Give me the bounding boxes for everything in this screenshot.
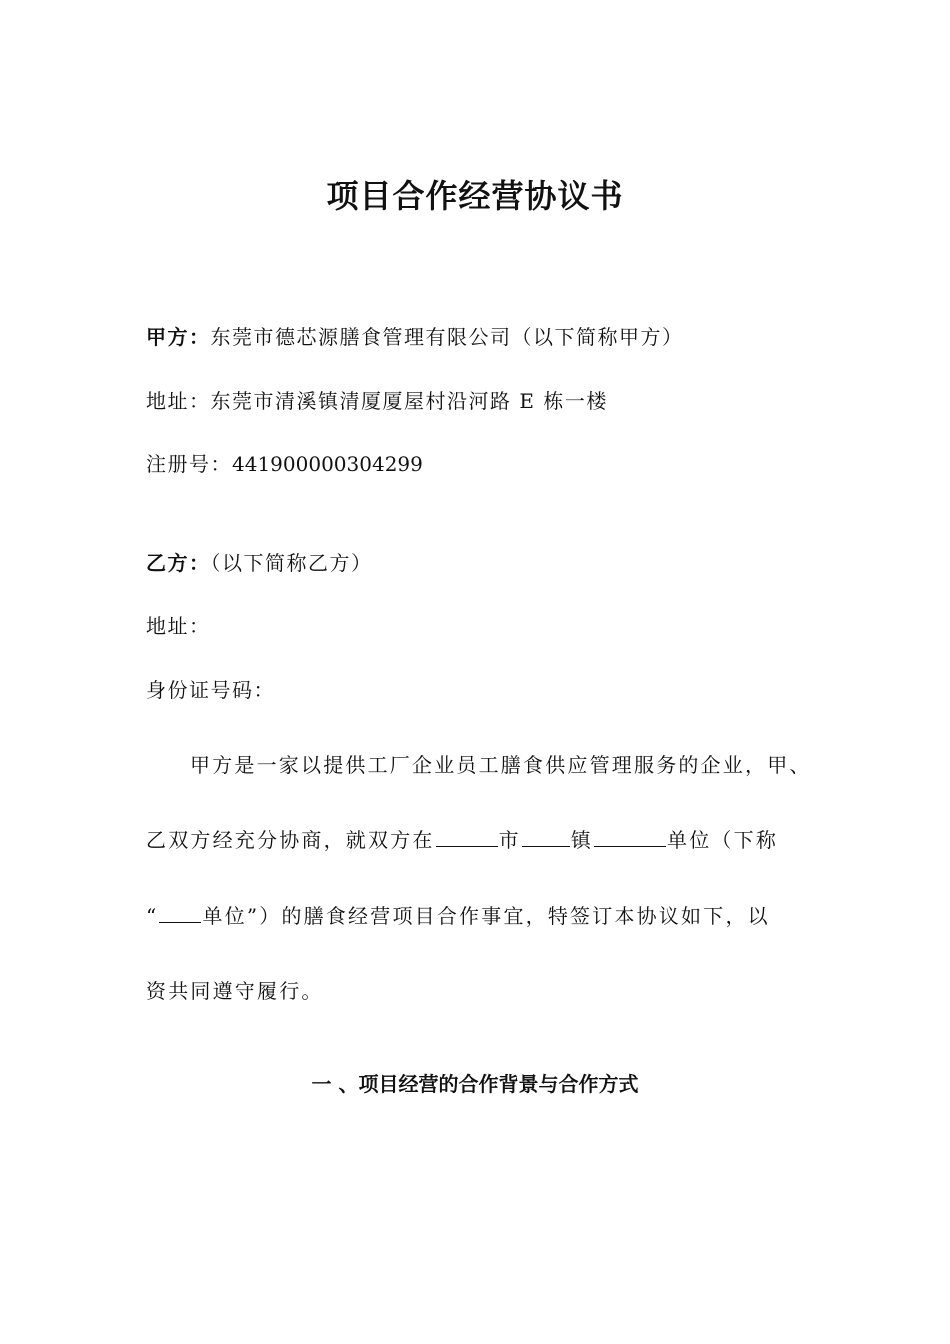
intro-text-unit: 单位（下称 — [667, 828, 779, 852]
party-b-name: （以下简称乙方） — [210, 551, 373, 575]
party-a-line — [146, 323, 684, 351]
party-a-reg-number: 441900000304299 — [232, 452, 423, 476]
intro-quote-open: “ — [146, 904, 159, 928]
party-b-label: 乙方： — [146, 551, 211, 575]
intro-text-a: 乙双方经充分协商，就双方在 — [146, 828, 435, 852]
party-b-address-line — [146, 612, 211, 640]
unit-blank — [594, 826, 666, 847]
intro-text-city: 市 — [498, 828, 521, 852]
party-b-id-line — [146, 676, 275, 704]
party-a-reg-label: 注册号： — [146, 452, 232, 476]
intro-line-2 — [146, 824, 816, 853]
intro-line-1: 甲方是一家以提供工厂企业员工膳食供应管理服务的企业，甲、 — [190, 753, 812, 777]
party-a-address-line — [146, 387, 608, 415]
intro-line-4: 资共同遵守履行。 — [146, 979, 324, 1003]
town-blank — [522, 826, 570, 847]
party-a-address: 东莞市清溪镇清厦厦屋村沿河路 E 栋一楼 — [210, 389, 608, 413]
document-title: 项目合作经营协议书 — [326, 177, 624, 215]
party-a-reg-line — [146, 450, 423, 478]
intro-text-town: 镇 — [570, 828, 594, 852]
section-1-heading: 一 、项目经营的合作背景与合作方式 — [311, 1072, 639, 1096]
intro-text-b: 单位”）的膳食经营项目合作事宜，特签订本协议如下，以 — [202, 904, 770, 928]
party-a-label: 甲方： — [146, 325, 211, 349]
party-b-id-label: 身份证号码： — [146, 678, 275, 702]
intro-line-3 — [146, 900, 816, 929]
unit-name-blank — [159, 902, 201, 923]
party-b-line — [146, 549, 373, 577]
party-a-name: 东莞市德芯源膳食管理有限公司（以下简称甲方） — [210, 325, 684, 349]
city-blank — [436, 826, 498, 847]
party-b-address-label: 地址： — [146, 614, 211, 638]
party-a-address-label: 地址： — [146, 389, 211, 413]
